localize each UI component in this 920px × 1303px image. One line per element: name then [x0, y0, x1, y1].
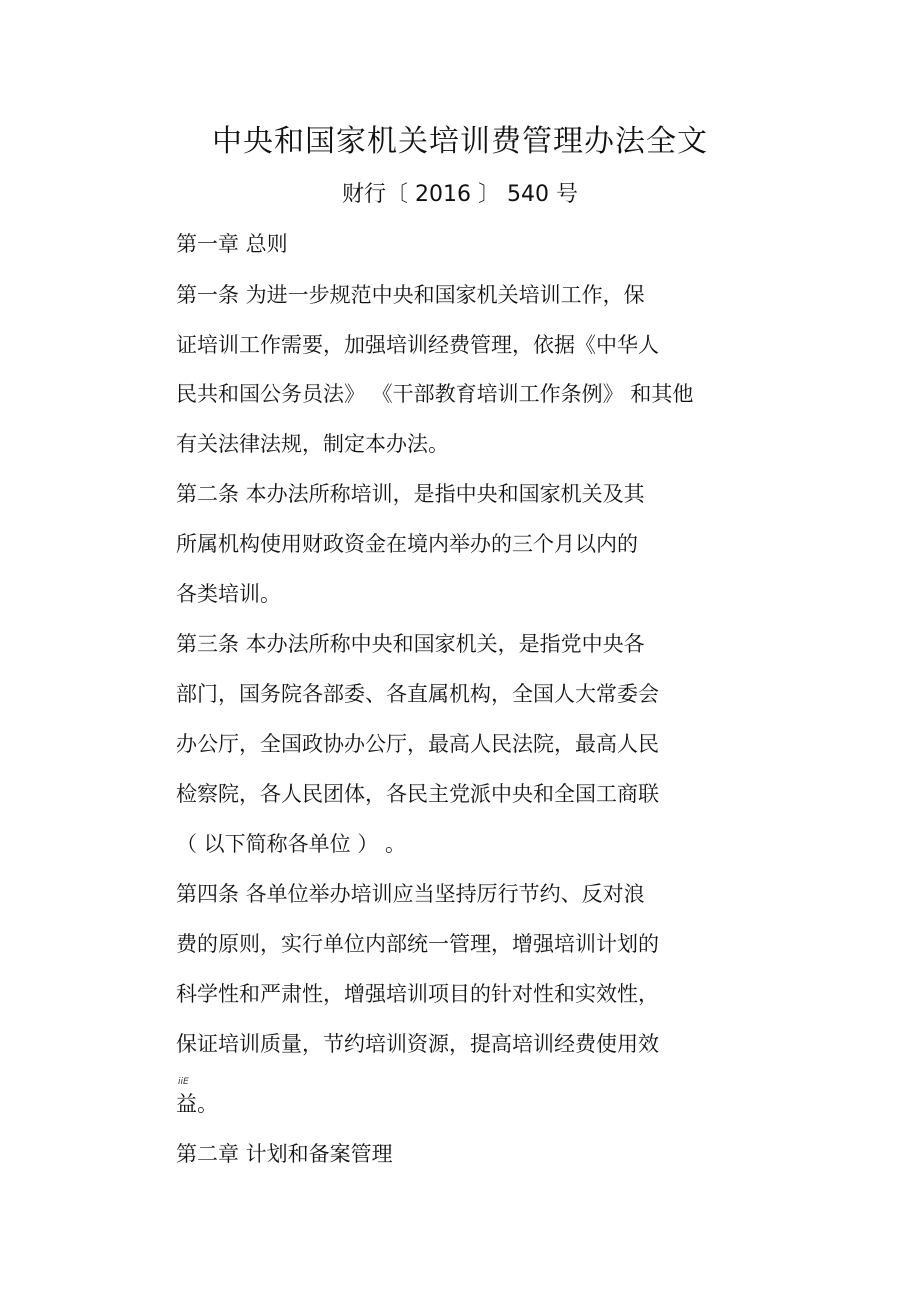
text-line: 办公厅，全国政协办公厅，最高人民法院，最高人民 [176, 732, 659, 756]
document-number: 财行〔 2016 〕 540 号 [342, 182, 578, 207]
text-line: 民共和国公务员法》 《干部教育培训工作条例》 和其他 [176, 382, 694, 406]
text-line: 部门，国务院各部委、各直属机构，全国人大常委会 [176, 682, 659, 706]
text-line: 第二条 本办法所称培训，是指中央和国家机关及其 [176, 482, 645, 506]
text-line: （ 以下简称各单位 ） 。 [176, 832, 407, 856]
text-line: 保证培训质量，节约培训资源，提高培训经费使用效 [176, 1032, 659, 1056]
text-line: 各类培训。 [176, 582, 281, 606]
document-title: 中央和国家机关培训费管理办法全文 [212, 124, 708, 159]
text-line: 科学性和严肃性，增强培训项目的针对性和实效性， [176, 982, 659, 1006]
text-line: 第一条 为进一步规范中央和国家机关培训工作，保 [176, 283, 645, 307]
margin-note: iiE [178, 1077, 189, 1087]
chapter-heading: 第二章 计划和备案管理 [176, 1142, 393, 1166]
text-line: 费的原则，实行单位内部统一管理，增强培训计划的 [176, 932, 659, 956]
text-line: 证培训工作需要，加强培训经费管理，依据《中华人 [176, 333, 659, 357]
text-line: 第四条 各单位举办培训应当坚持厉行节约、反对浪 [176, 882, 645, 906]
text-line: 有关法律法规，制定本办法。 [176, 432, 449, 456]
chapter-heading: 第一章 总则 [176, 232, 288, 256]
text-line: 第三条 本办法所称中央和国家机关，是指党中央各 [176, 632, 645, 656]
text-line: 益。 [176, 1092, 218, 1116]
text-line: 检察院，各人民团体，各民主党派中央和全国工商联 [176, 782, 659, 806]
text-line: 所属机构使用财政资金在境内举办的三个月以内的 [176, 532, 638, 556]
